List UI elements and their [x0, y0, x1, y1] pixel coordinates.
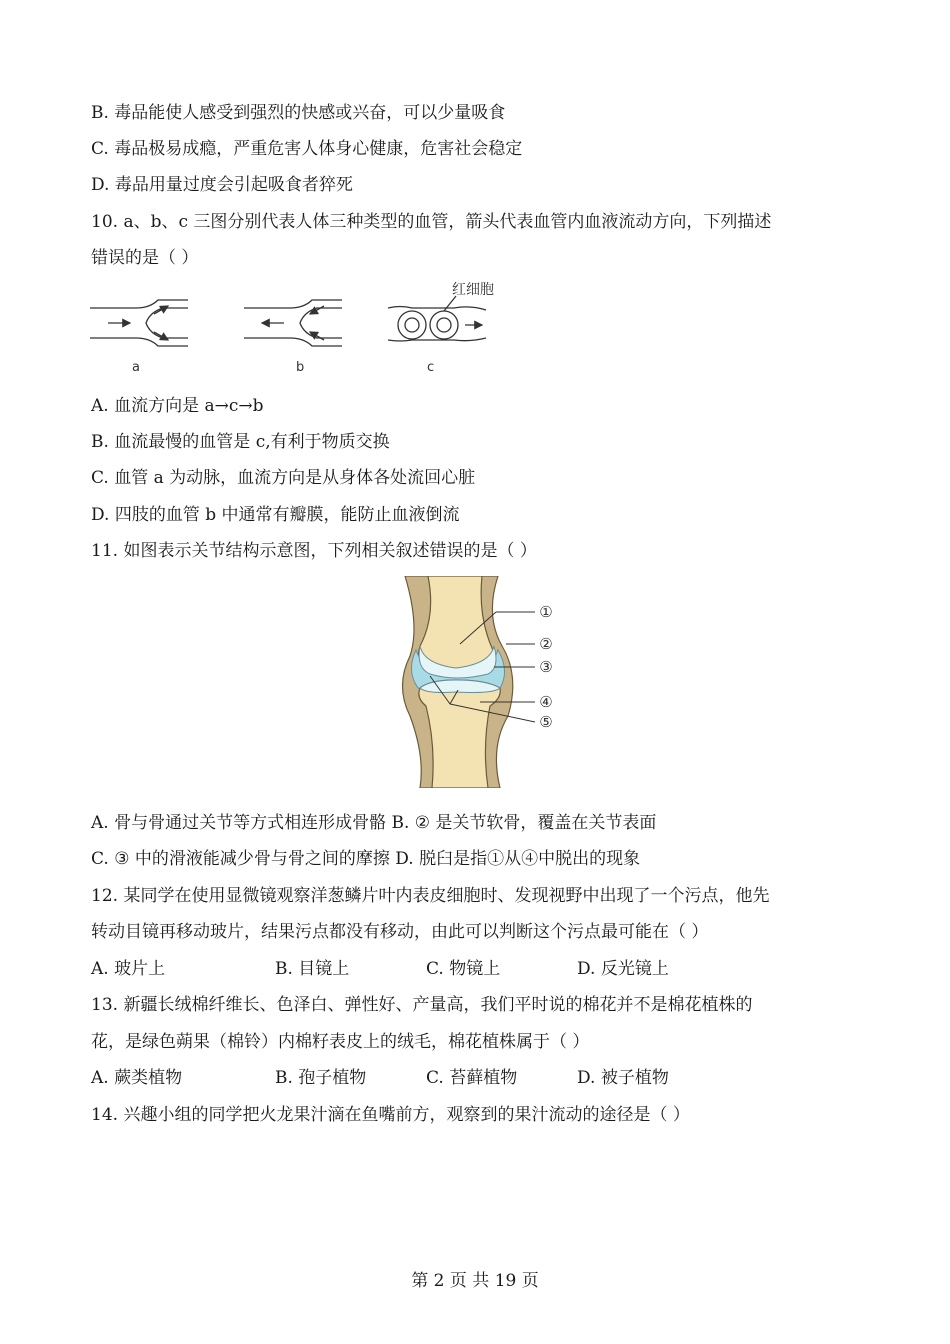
label-b: b [296, 360, 305, 375]
q13-stem-line2: 花，是绿色蒴果（棉铃）内棉籽表皮上的绒毛，棉花植株属于（ ） [91, 1032, 590, 1052]
q10-stem-line1: 10. a、b、c 三图分别代表人体三种类型的血管，箭头代表血管内血液流动方向，下列描述 [91, 212, 772, 232]
joint-figure [390, 576, 565, 788]
q12-option-d: D. 反光镜上 [577, 959, 669, 979]
q13-option-a: A. 蕨类植物 [91, 1068, 183, 1088]
q10-option-a: A. 血流方向是 a→c→b [91, 396, 264, 416]
q13-option-d: D. 被子植物 [577, 1068, 669, 1088]
q13-option-c: C. 苔藓植物 [426, 1068, 518, 1088]
q11-options-cd: C. ③ 中的滑液能减少骨与骨之间的摩擦 D. 脱臼是指①从④中脱出的现象 [91, 849, 641, 869]
q14-stem: 14. 兴趣小组的同学把火龙果汁滴在鱼嘴前方，观察到的果汁流动的途径是（ ） [91, 1105, 690, 1125]
q12-option-c: C. 物镜上 [426, 959, 501, 979]
label-a: a [132, 360, 140, 375]
vessel-b [244, 300, 342, 346]
marker-1: ① [539, 603, 553, 621]
q13-stem-line1: 13. 新疆长绒棉纤维长、色泽白、弹性好、产量高，我们平时说的棉花并不是棉花植株的 [91, 995, 753, 1015]
q9-option-d: D. 毒品用量过度会引起吸食者猝死 [91, 175, 353, 195]
marker-4: ④ [539, 693, 553, 711]
q11-options-ab: A. 骨与骨通过关节等方式相连形成骨骼 B. ② 是关节软骨，覆盖在关节表面 [91, 813, 657, 833]
rbc-label: 红细胞 [452, 282, 494, 298]
q10-stem-line2: 错误的是（ ） [91, 248, 199, 268]
q9-option-c: C. 毒品极易成瘾，严重危害人体身心健康，危害社会稳定 [91, 139, 523, 159]
label-c: c [427, 360, 435, 375]
marker-2: ② [539, 635, 553, 653]
blood-vessel-figure [88, 278, 498, 376]
q13-option-b: B. 孢子植物 [275, 1068, 367, 1088]
vessel-c [388, 296, 486, 341]
q12-stem-line1: 12. 某同学在使用显微镜观察洋葱鳞片叶内表皮细胞时、发现视野中出现了一个污点，他先 [91, 886, 770, 906]
q10-option-b: B. 血流最慢的血管是 c,有利于物质交换 [91, 432, 390, 452]
q10-option-d: D. 四肢的血管 b 中通常有瓣膜，能防止血液倒流 [91, 505, 460, 525]
q12-option-b: B. 目镜上 [275, 959, 350, 979]
q10-option-c: C. 血管 a 为动脉，血流方向是从身体各处流回心脏 [91, 468, 476, 488]
q9-option-b: B. 毒品能使人感受到强烈的快感或兴奋，可以少量吸食 [91, 103, 506, 123]
q12-option-a: A. 玻片上 [91, 959, 166, 979]
marker-3: ③ [539, 658, 553, 676]
page-footer: 第 2 页 共 19 页 [411, 1271, 539, 1291]
q12-stem-line2: 转动目镜再移动玻片，结果污点都没有移动，由此可以判断这个污点最可能在（ ） [91, 922, 709, 942]
q11-stem: 11. 如图表示关节结构示意图，下列相关叙述错误的是（ ） [91, 541, 537, 561]
vessel-a [90, 300, 188, 346]
marker-5: ⑤ [539, 713, 553, 731]
